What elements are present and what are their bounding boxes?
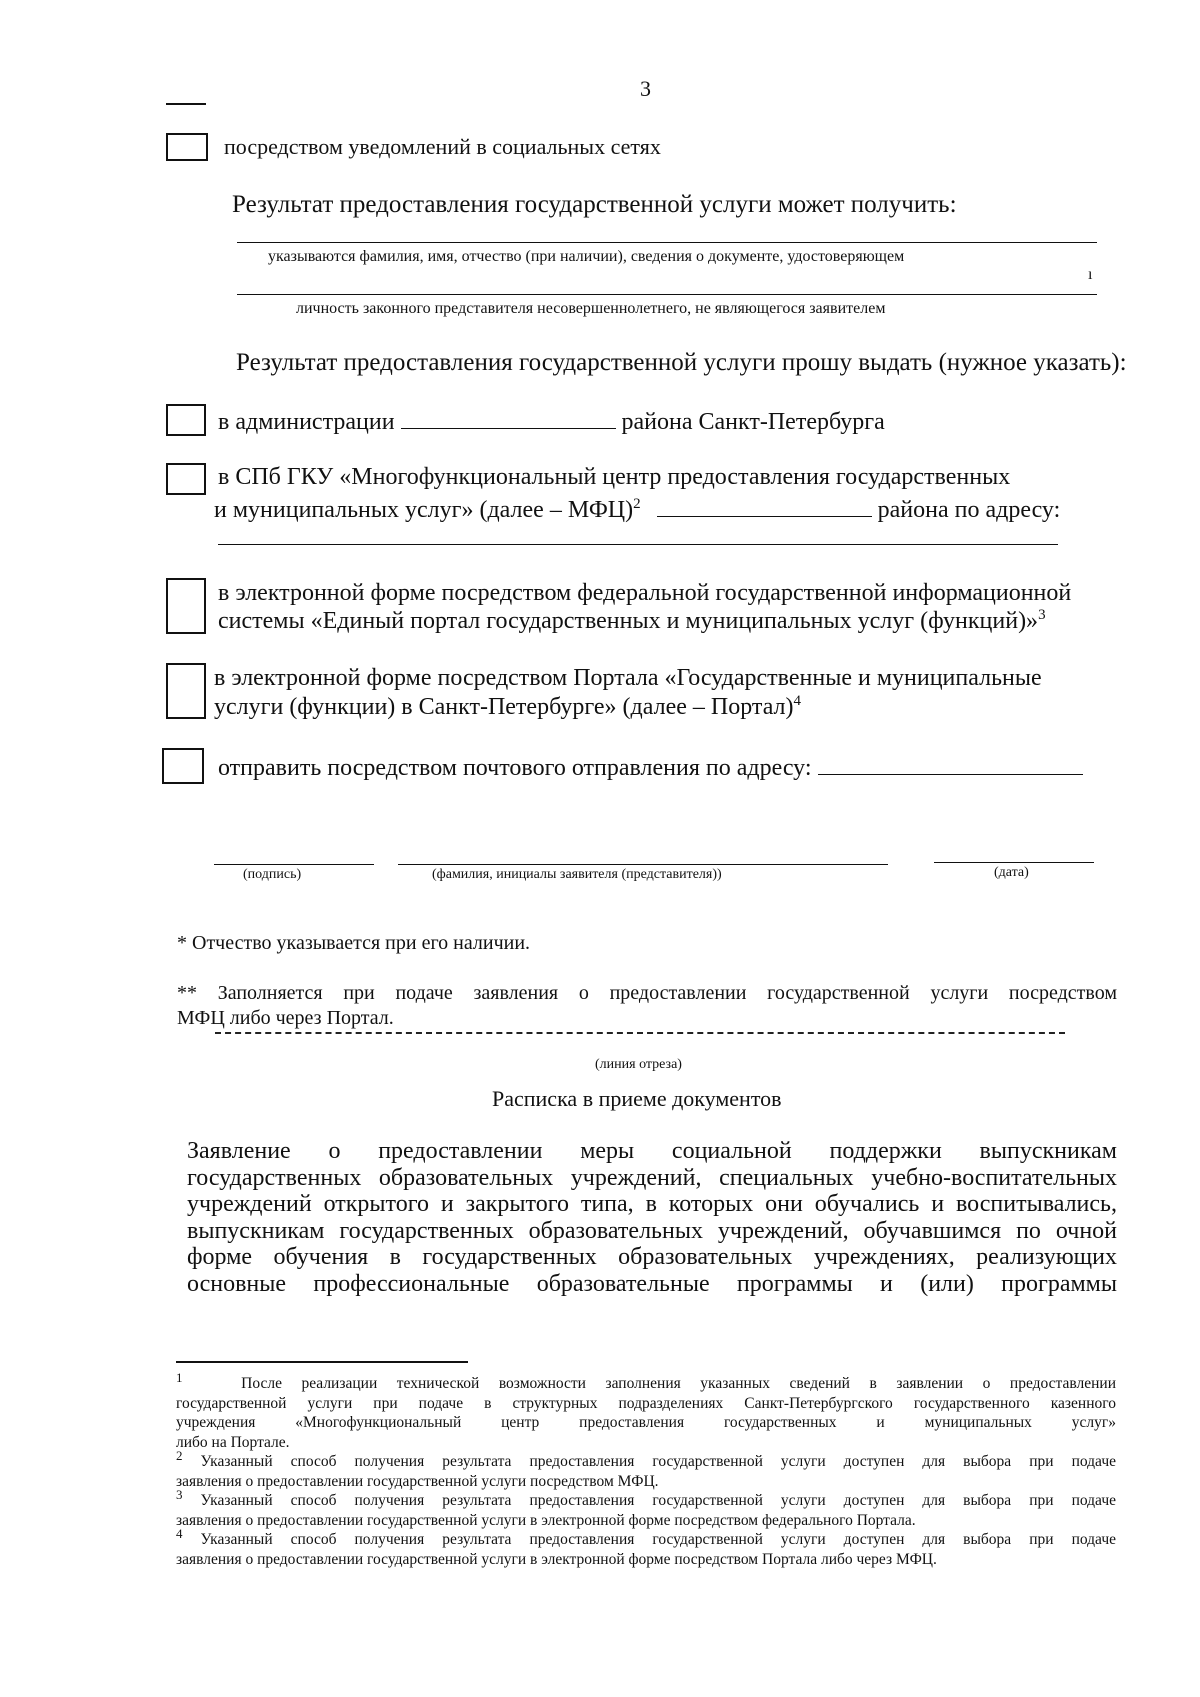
footnote-3-line: $^3$ Указанный способ получения результата предоставления государственной услуги доступен для выбора при подаче [176,1486,1116,1509]
receipt-line: основные профессиональные образовательные программы и (или) программы [187,1270,1117,1297]
receipt-line: Заявление о предоставлении меры социальной поддержки выпускникам [187,1138,1117,1164]
option-post [218,750,1083,783]
signature-label: (подпись) [243,867,302,882]
receiver-hint-mark: ı [1088,266,1093,283]
footnote-4-line: заявления о предоставлении государственной услуги в электронной форме посредством Портала либо через МФЦ. [176,1550,937,1568]
option-epgu-line2-text: системы «Единый портал государственных и муниципальных услуг (функций)» [218,608,1039,634]
signature-line[interactable] [214,864,374,865]
option-mfc-line2-text: и муниципальных услуг» (далее – МФЦ) [214,497,634,523]
footnote-2-line: заявления о предоставлении государственной услуги посредством МФЦ. [176,1472,659,1490]
option-portal-line2-text: услуги (функции) в Санкт-Петербурге» (далее – Портал) [214,694,794,720]
receipt-line: выпускникам государственных образовательных учреждений, обучавшимся по очной [187,1217,1117,1244]
note-patronymic: * Отчество указывается при его наличии. [177,932,531,954]
receipt-title: Расписка в приеме документов [492,1086,782,1111]
name-line[interactable] [398,864,888,865]
receipt-line: форме обучения в государственных образовательных учреждениях, реализующих [187,1244,1117,1270]
option-admin-suffix: района Санкт-Петербурга [621,409,885,435]
receipt-line: учреждений открытого и закрытого типа, в которых они обучались и воспитывались, [187,1191,1117,1217]
checkbox-epgu[interactable] [166,578,206,634]
footnote-2-mark: 2 [176,1447,183,1463]
receiver-heading: Результат предоставления государственной услуги может получить: [232,191,957,218]
footnote-1-line: государственной услуги при подаче в структурных подразделениях Санкт-Петербургского государственного казенного [176,1394,1116,1412]
option-portal-line2 [214,692,801,722]
receiver-line-2[interactable] [237,294,1097,295]
option-admin-prefix: в администрации [218,409,395,435]
top-dash-mark [166,103,206,105]
footnote-ref-3: 3 [1038,607,1046,623]
footnote-separator [176,1361,468,1363]
checkbox-social[interactable] [166,133,208,161]
option-mfc-line2 [214,492,1060,525]
footnote-1-line: $^1$ После реализации технической возможности заполнения указанных сведений в заявлении о предоставлении [176,1369,1117,1392]
option-social-label: посредством уведомлений в социальных сетях [224,134,661,159]
footnote-ref-4: 4 [793,693,802,709]
receipt-body [187,1138,1117,1297]
cut-line [215,1032,1065,1034]
footnote-4-line: $^4$ Указанный способ получения результата предоставления государственной услуги доступен для выбора при подаче [176,1525,1116,1548]
mfc-address-line[interactable] [218,544,1058,545]
option-portal-line1: в электронной форме посредством Портала «Государственные и муниципальные [214,665,1042,691]
mfc-district-field[interactable] [657,492,872,517]
checkbox-post[interactable] [162,748,204,784]
footnote-1-line: либо на Портале. [176,1433,290,1451]
note-mfc-line1: ** Заполняется при подаче заявления о предоставлении государственной услуги посредством [177,982,1117,1004]
footnote-4-mark: 4 [176,1525,183,1541]
option-epgu-line2 [218,606,1046,636]
note-mfc-line2: МФЦ либо через Портал. [177,1007,394,1029]
option-admin [218,404,885,437]
delivery-heading: Результат предоставления государственной услуги прошу выдать (нужное указать): [236,349,1127,376]
footnote-2-line: $^2$ Указанный способ получения результата предоставления государственной услуги доступен для выбора при подаче [176,1447,1116,1470]
footnote-3-line: заявления о предоставлении государственной услуги в электронной форме посредством федерального Портала. [176,1511,916,1529]
option-mfc-suffix: района по адресу: [877,497,1061,523]
checkbox-mfc[interactable] [166,463,206,495]
footnote-ref-2: 2 [633,496,641,512]
receiver-hint-2: личность законного представителя несовершеннолетнего, не являющегося заявителем [296,300,886,317]
footnote-1-line: учреждения «Многофункциональный центр предоставления государственных и муниципальных услуг» [176,1414,1116,1431]
option-mfc-line1: в СПб ГКУ «Многофункциональный центр предоставления государственных [218,464,1011,490]
receiver-line-1[interactable] [237,242,1097,243]
page-number: 3 [640,76,651,101]
post-address-field[interactable] [818,750,1083,775]
option-epgu-line1: в электронной форме посредством федеральной государственной информационной [218,580,1072,606]
footnote-3-mark: 3 [176,1486,183,1502]
checkbox-admin[interactable] [166,404,206,436]
date-label: (дата) [994,865,1029,880]
date-line[interactable] [934,862,1094,863]
cut-line-label: (линия отреза) [595,1057,682,1072]
admin-district-field[interactable] [401,404,616,429]
option-post-label: отправить посредством почтового отправления по адресу: [218,755,812,781]
footnotes [176,1369,1117,1569]
name-label: (фамилия, инициалы заявителя (представителя)) [432,867,722,882]
footnote-1-mark: 1 [176,1369,183,1385]
checkbox-portal[interactable] [166,663,206,719]
receiver-hint-1: указываются фамилия, имя, отчество (при наличии), сведения о документе, удостоверяющем [268,248,905,265]
receipt-line: государственных образовательных учреждений, специальных учебно-воспитательных [187,1164,1117,1191]
